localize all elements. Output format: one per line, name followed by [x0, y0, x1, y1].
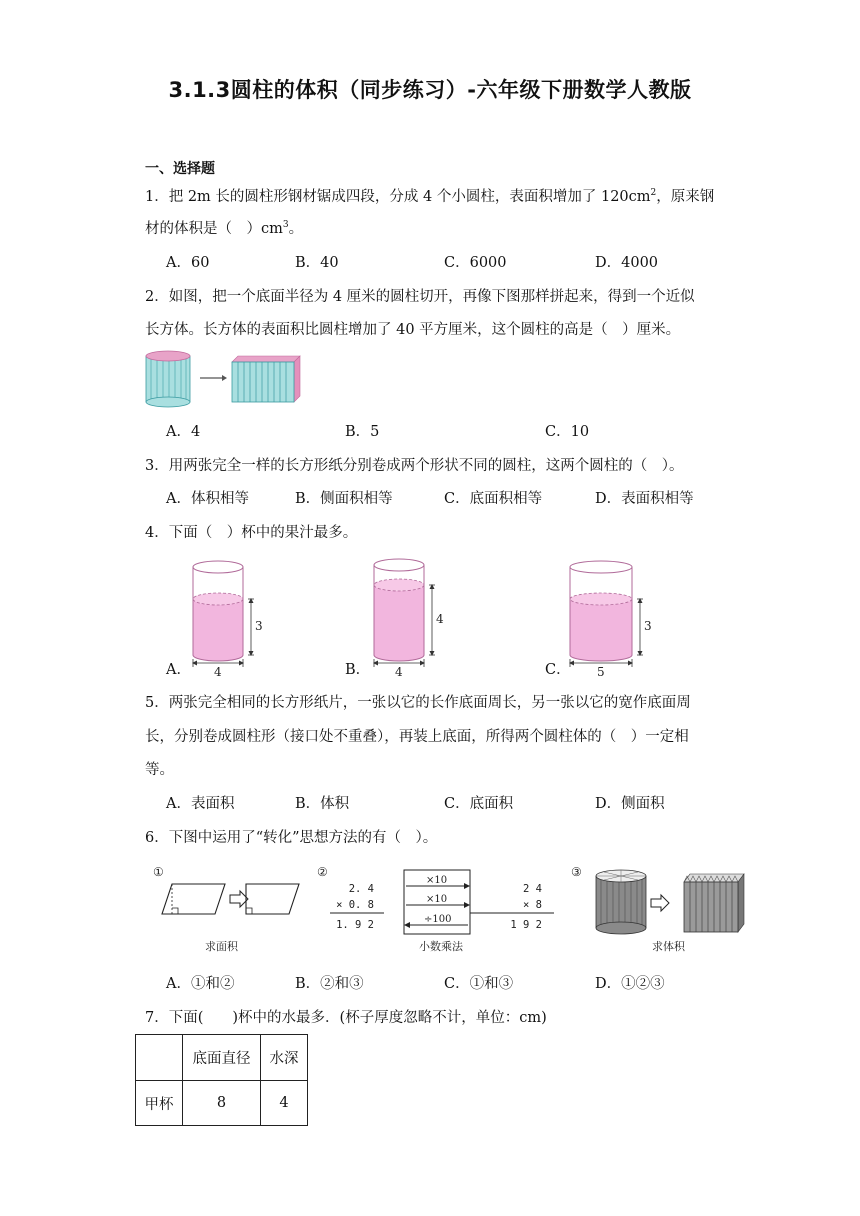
question-1-line-2: 材的体积是（ ）$cm^3$。 — [145, 220, 304, 237]
cylinder-to-cuboid-figure — [140, 348, 305, 410]
q3-option-b: B．侧面积相等 — [295, 491, 393, 507]
q6-option-d: D．①②③ — [595, 976, 665, 992]
calc-right-line-1: 2 4 — [523, 883, 542, 895]
q2-option-b: B．5 — [345, 424, 380, 440]
arrow-label-3: ÷100 — [424, 914, 452, 925]
cup-a-figure — [186, 555, 266, 677]
q3-option-c: C．底面积相等 — [444, 491, 543, 507]
question-5-line-1: 5．两张完全相同的长方形纸片，一张以它的长作底面周长，另一张以它的宽作底面周 — [145, 695, 691, 711]
q5-option-d: D．侧面积 — [595, 796, 665, 812]
table-header-row — [136, 1035, 308, 1081]
question-3-line-1: 3．用两张完全一样的长方形纸分别卷成两个形状不同的圆柱，这两个圆柱的（ ）。 — [145, 458, 684, 474]
calc-left-line-2: × 0. 8 — [336, 899, 374, 911]
figure-2-number: ② — [317, 865, 328, 879]
table-header-cell: 水深 — [261, 1035, 308, 1081]
figure-3-number: ③ — [571, 865, 582, 879]
table-header-cell: 底面直径 — [183, 1035, 261, 1081]
calc-left-line-3: 1. 9 2 — [336, 919, 374, 931]
calc-right-line-2: × 8 — [523, 899, 542, 911]
q1-option-b: B．40 — [295, 255, 339, 271]
q6-option-c: C．①和③ — [444, 976, 514, 992]
arrow-label-1: ×10 — [426, 875, 448, 886]
table-header-cell — [136, 1035, 183, 1081]
figure-1-caption: 求面积 — [205, 940, 238, 953]
table-cell: 4 — [261, 1081, 308, 1126]
cup-b-figure — [367, 555, 447, 677]
figure-2-caption: 小数乘法 — [419, 940, 463, 953]
calc-right-line-3: 1 9 2 — [510, 919, 542, 931]
q5-option-a: A．表面积 — [166, 796, 235, 812]
question-5-line-3: 等。 — [145, 762, 174, 778]
table-cell: 8 — [183, 1081, 261, 1126]
q3-option-a: A．体积相等 — [166, 491, 249, 507]
cup-a-diameter-label: 4 — [214, 665, 222, 677]
q5-option-b: B．体积 — [295, 796, 350, 812]
question-6-line-1: 6．下图中运用了“转化”思想方法的有（ ）。 — [145, 830, 438, 846]
table-cell: 甲杯 — [136, 1081, 183, 1126]
cylinder-volume-conversion-figure — [568, 862, 750, 957]
q3-option-d: D．表面积相等 — [595, 491, 694, 507]
question-5-line-2: 长，分别卷成圆柱形（接口处不重叠），再装上底面，所得两个圆柱体的（ ）一定相 — [145, 729, 689, 745]
q2-option-a: A．4 — [166, 424, 201, 440]
figure-1-number: ① — [153, 865, 164, 879]
q4-option-a: A． — [166, 662, 191, 678]
question-7-line-1: 7．下面( )杯中的水最多．(杯子厚度忽略不计，单位：cm) — [145, 1010, 547, 1026]
cup-c-height-label: 3 — [644, 619, 652, 633]
decimal-multiplication-figure — [314, 862, 564, 957]
question-2-line-2: 长方体。长方体的表面积比圆柱增加了 40 平方厘米，这个圆柱的高是（ ）厘米。 — [145, 322, 681, 338]
q5-option-c: C．底面积 — [444, 796, 514, 812]
cup-data-table — [135, 1034, 308, 1126]
parallelogram-conversion-figure — [150, 862, 300, 957]
q4-option-c: C． — [545, 662, 571, 678]
calc-left-line-1: 2. 4 — [348, 883, 374, 895]
cup-b-diameter-label: 4 — [395, 665, 403, 677]
cup-c-diameter-label: 5 — [597, 665, 605, 677]
figure-3-caption: 求体积 — [652, 940, 685, 953]
section-heading: 一、选择题 — [145, 161, 215, 177]
page-title: 3.1.3圆柱的体积（同步练习）-六年级下册数学人教版 — [168, 78, 692, 102]
cup-b-height-label: 4 — [436, 612, 444, 626]
table-row — [136, 1081, 308, 1126]
q6-option-b: B．②和③ — [295, 976, 364, 992]
arrow-label-2: ×10 — [426, 894, 448, 905]
question-4-line-1: 4．下面（ ）杯中的果汁最多。 — [145, 525, 358, 541]
q4-option-b: B． — [345, 662, 371, 678]
cup-a-height-label: 3 — [255, 619, 263, 633]
q1-option-a: A．60 — [166, 255, 210, 271]
q1-option-c: C．6000 — [444, 255, 507, 271]
question-2-line-1: 2．如图，把一个底面半径为 4 厘米的圆柱切开，再像下图那样拼起来，得到一个近似 — [145, 289, 695, 305]
cup-c-figure — [563, 555, 663, 677]
q1-option-d: D．4000 — [595, 255, 659, 271]
question-1-line-1: 1．把 2m 长的圆柱形钢材锯成四段，分成 4 个小圆柱，表面积增加了 $120cm^2$，原来钢 — [145, 188, 715, 205]
q2-option-c: C．10 — [545, 424, 590, 440]
q6-option-a: A．①和② — [166, 976, 235, 992]
